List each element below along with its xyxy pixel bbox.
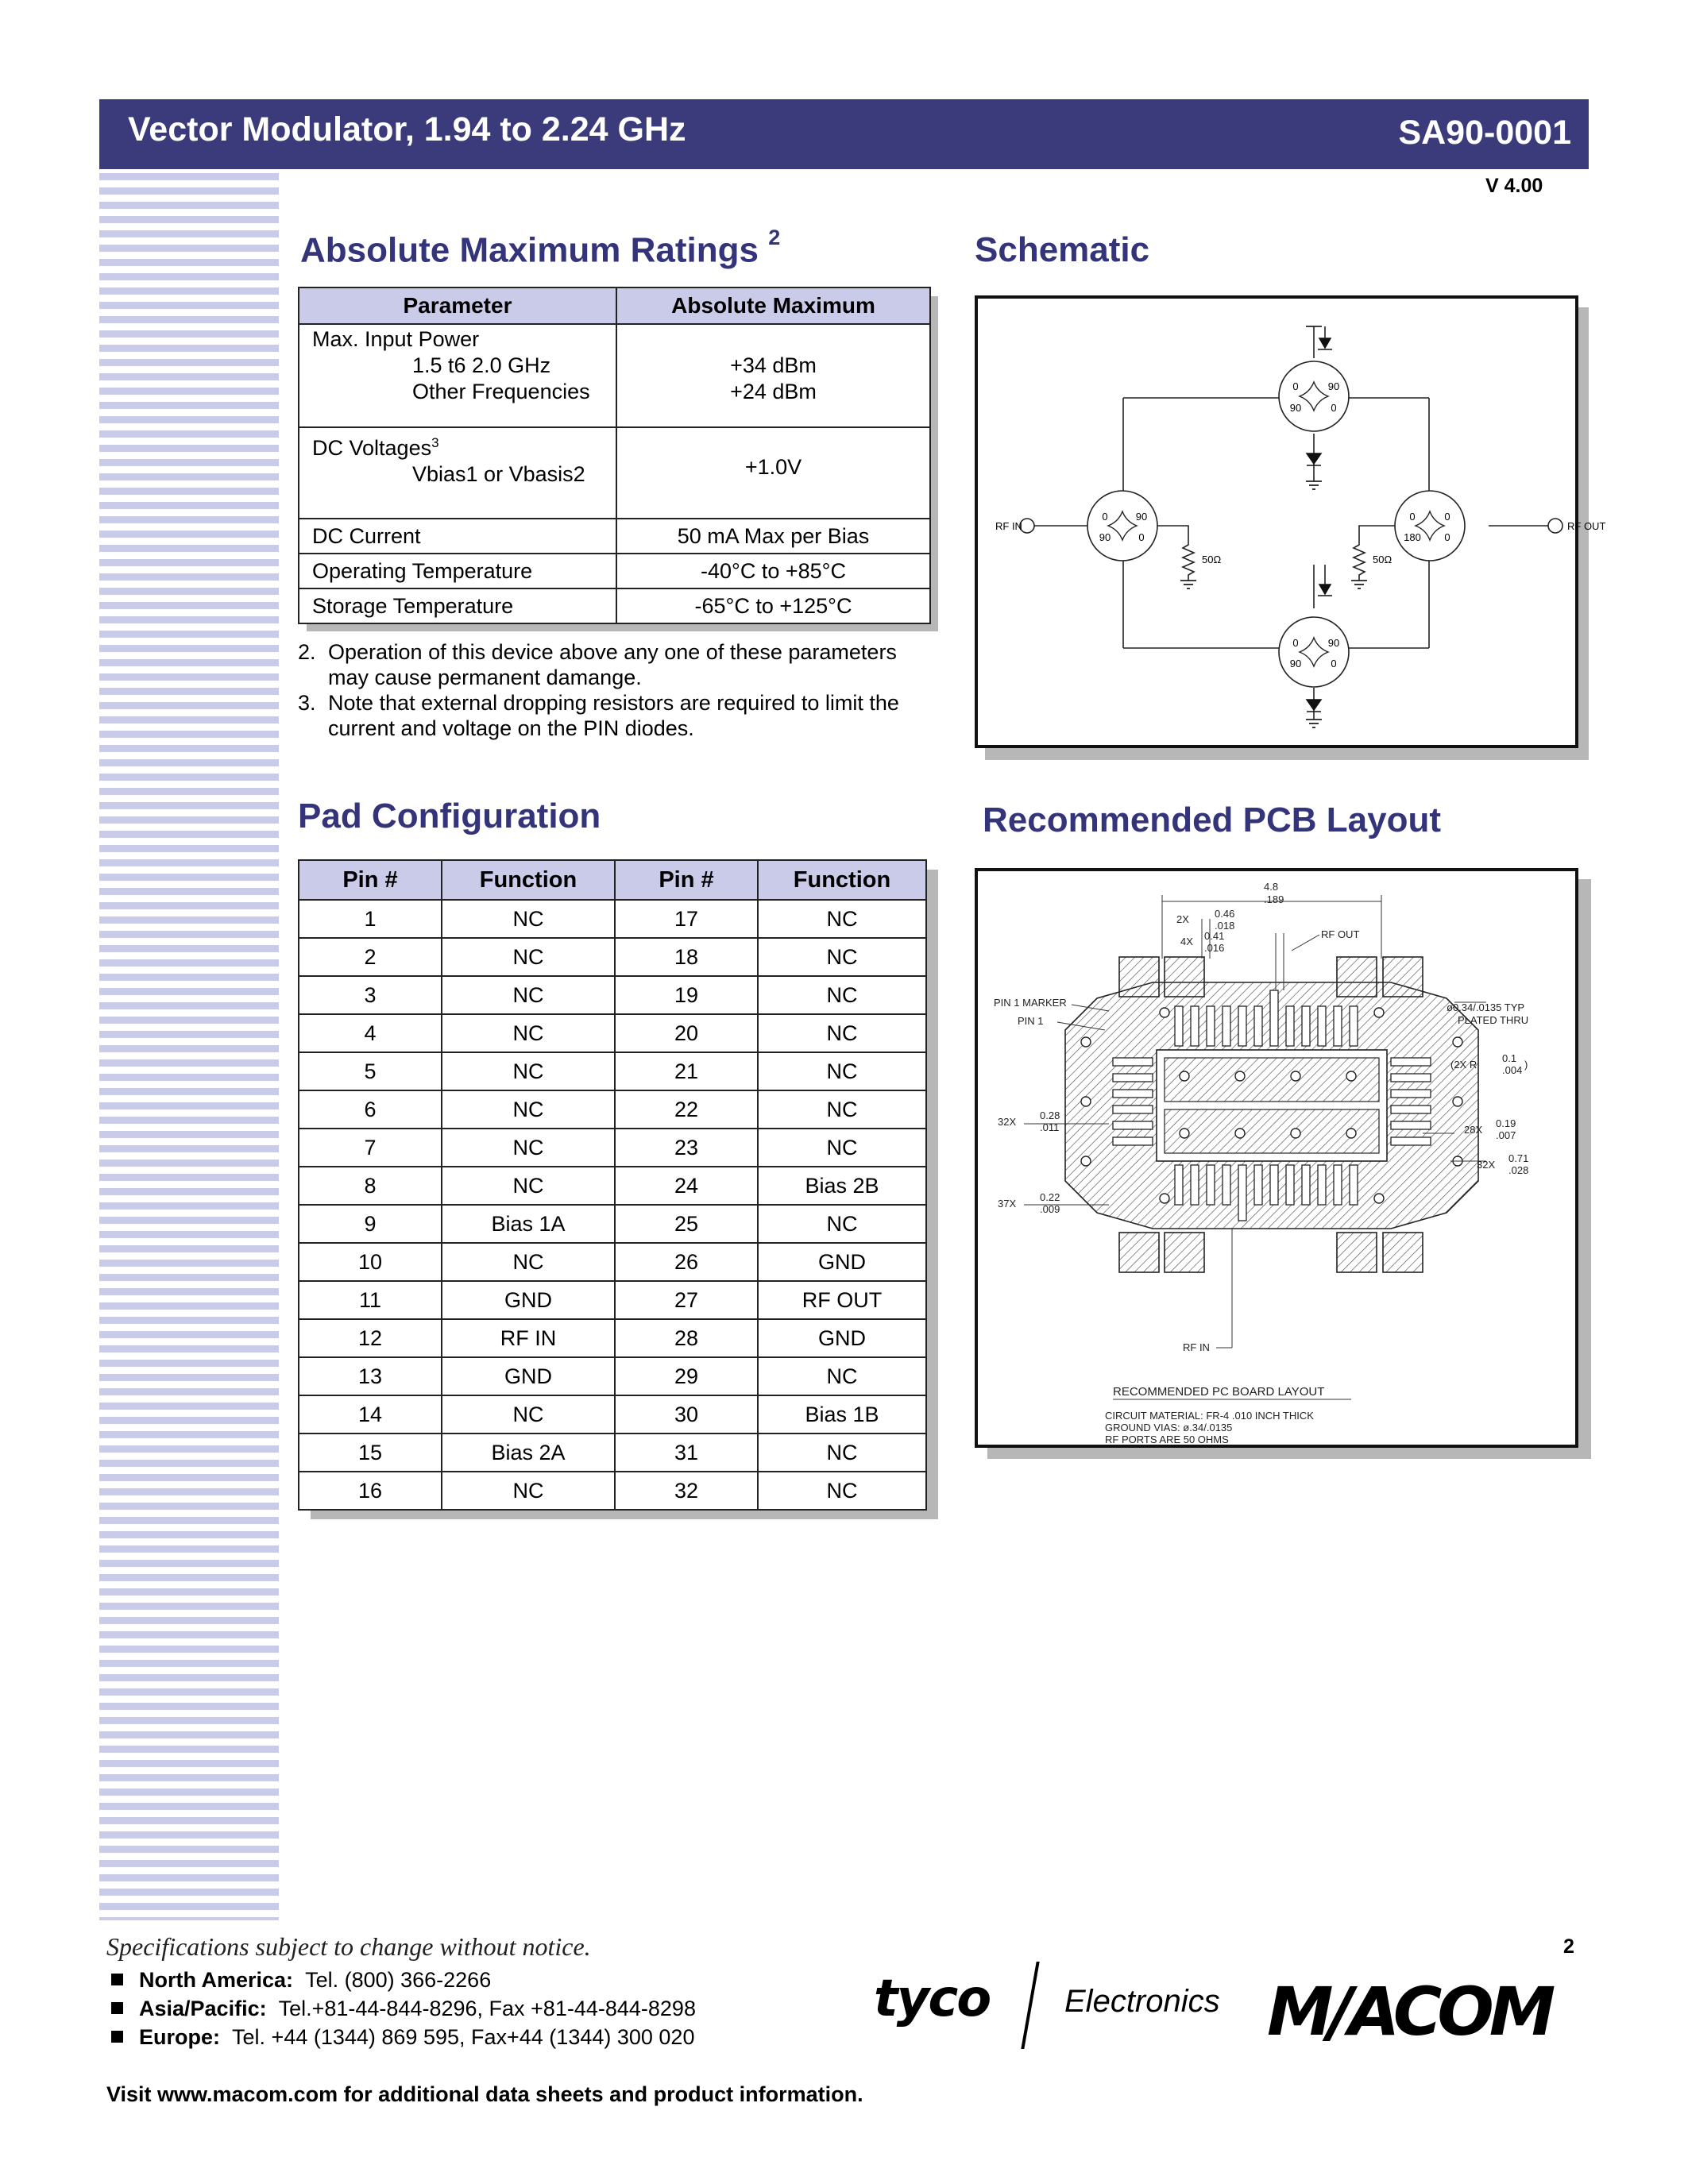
rating-param-label: Operating Temperature (299, 554, 616, 588)
svg-text:90: 90 (1135, 511, 1148, 523)
disclaimer: Specifications subject to change without notice. (106, 1932, 591, 1961)
part-number: SA90-0001 (1398, 114, 1571, 152)
pin-number-cell: 26 (615, 1243, 758, 1281)
pin-function-cell: NC (442, 1129, 615, 1167)
pin-function-cell: GND (442, 1357, 615, 1395)
pin-number-cell: 1 (299, 900, 442, 938)
svg-text:90: 90 (1289, 402, 1302, 414)
svg-text:4X: 4X (1180, 936, 1193, 947)
table-row (299, 1243, 926, 1281)
svg-text:0.71: 0.71 (1508, 1152, 1529, 1164)
table-row (299, 427, 930, 519)
pin-number-cell: 22 (615, 1090, 758, 1129)
svg-text:0: 0 (1292, 380, 1299, 392)
pin-number-cell: 24 (615, 1167, 758, 1205)
svg-text:0: 0 (1102, 511, 1108, 523)
svg-text:0: 0 (1409, 511, 1416, 523)
rating-value: -65°C to +125°C (616, 588, 930, 623)
svg-text:.009: .009 (1040, 1203, 1060, 1215)
coupler-right (1395, 491, 1465, 561)
pcb-rf-in-label: RF IN (1183, 1341, 1210, 1353)
table-row (299, 1472, 926, 1510)
pin-function-cell: NC (442, 900, 615, 938)
pads-title: Pad Configuration (298, 797, 601, 835)
svg-text:.028: .028 (1508, 1164, 1529, 1176)
pin-function-cell: NC (758, 1205, 926, 1243)
version-label: V 4.00 (1485, 175, 1543, 197)
pin-function-cell: NC (442, 1243, 615, 1281)
table-row (299, 1167, 926, 1205)
contact-asia-pacific: Asia/Pacific: Tel.+81-44-844-8296, Fax +81-44-844-8298 (111, 1997, 696, 2021)
pin-number-cell: 31 (615, 1433, 758, 1472)
pin-number-cell: 18 (615, 938, 758, 976)
decorative-stripes (99, 173, 279, 1920)
pin-number-cell: 23 (615, 1129, 758, 1167)
pin-function-cell: NC (758, 900, 926, 938)
pin-number-cell: 25 (615, 1205, 758, 1243)
pin-function-cell: NC (758, 1014, 926, 1052)
pads-col-header: Function (442, 860, 615, 900)
pin-number-cell: 3 (299, 976, 442, 1014)
pin-number-cell: 11 (299, 1281, 442, 1319)
svg-text:): ) (1524, 1059, 1528, 1071)
pin-function-cell: NC (442, 1090, 615, 1129)
pin-number-cell: 6 (299, 1090, 442, 1129)
svg-text:0.28: 0.28 (1040, 1109, 1060, 1121)
svg-text:2X: 2X (1176, 913, 1189, 925)
pin-function-cell: NC (758, 1433, 926, 1472)
pin-function-cell: NC (442, 1014, 615, 1052)
pcb-title: Recommended PCB Layout (983, 801, 1441, 839)
table-row (299, 938, 926, 976)
table-row (299, 1205, 926, 1243)
schematic-rf-in-label: RF IN (995, 520, 1022, 532)
svg-text:.018: .018 (1215, 920, 1235, 932)
pin-function-cell: NC (758, 1052, 926, 1090)
pin-number-cell: 7 (299, 1129, 442, 1167)
pin-function-cell: NC (758, 1090, 926, 1129)
svg-text:0.22: 0.22 (1040, 1191, 1060, 1203)
pin-number-cell: 2 (299, 938, 442, 976)
svg-text:90: 90 (1289, 658, 1302, 669)
pin-function-cell: GND (758, 1319, 926, 1357)
table-row (299, 1433, 926, 1472)
pcb-pin1-marker-label: PIN 1 MARKER (994, 997, 1067, 1009)
svg-text:0: 0 (1138, 531, 1145, 543)
svg-text:.016: .016 (1204, 942, 1225, 954)
svg-text:0: 0 (1444, 531, 1450, 543)
pcb-caption: RECOMMENDED PC BOARD LAYOUT (1113, 1385, 1325, 1399)
pin-number-cell: 8 (299, 1167, 442, 1205)
pcb-rf-out-label: RF OUT (1321, 928, 1360, 940)
pin-function-cell: Bias 1B (758, 1395, 926, 1433)
pin-number-cell: 28 (615, 1319, 758, 1357)
pads-col-header: Pin # (299, 860, 442, 900)
document-title: Vector Modulator, 1.94 to 2.24 GHz (128, 110, 686, 149)
pin-number-cell: 21 (615, 1052, 758, 1090)
rating-value: +24 dBm (730, 380, 817, 403)
pin-function-cell: NC (758, 1472, 926, 1510)
pad-configuration-table (298, 859, 927, 1511)
svg-text:32X: 32X (1477, 1159, 1496, 1171)
schematic-diagram (975, 295, 1606, 748)
table-row (299, 324, 930, 427)
pin-number-cell: 13 (299, 1357, 442, 1395)
rating-value: +1.0V (744, 455, 802, 479)
svg-text:(2X R: (2X R (1450, 1059, 1477, 1071)
ratings-table (298, 287, 931, 624)
pcb-layout-diagram (975, 868, 1578, 1448)
pin-number-cell: 5 (299, 1052, 442, 1090)
svg-text:28X: 28X (1464, 1124, 1483, 1136)
svg-text:.189: .189 (1264, 893, 1284, 905)
svg-text:PLATED THRU: PLATED THRU (1458, 1014, 1529, 1026)
rating-param-sub: Other Frequencies (412, 380, 590, 403)
pin-number-cell: 19 (615, 976, 758, 1014)
pcb-material: CIRCUIT MATERIAL: FR-4 .010 INCH THICK (1105, 1410, 1314, 1422)
pin-number-cell: 30 (615, 1395, 758, 1433)
svg-text:90: 90 (1327, 637, 1340, 649)
svg-text:.007: .007 (1496, 1129, 1516, 1141)
pin-number-cell: 15 (299, 1433, 442, 1472)
pin-function-cell: Bias 2B (758, 1167, 926, 1205)
rating-value: +34 dBm (730, 353, 817, 377)
svg-text:0: 0 (1444, 511, 1450, 523)
rating-value: -40°C to +85°C (616, 554, 930, 588)
svg-text:0: 0 (1292, 637, 1299, 649)
tyco-electronics-logo: tyco Electronics (874, 1962, 1239, 2049)
pin-function-cell: GND (758, 1243, 926, 1281)
rating-param-label: Max. Input Power (312, 327, 480, 351)
svg-text:.011: .011 (1040, 1121, 1060, 1133)
svg-text:M/ACOM: M/ACOM (1267, 1973, 1551, 2051)
rating-value: 50 mA Max per Bias (616, 519, 930, 554)
pin-function-cell: NC (758, 938, 926, 976)
ratings-col-parameter: Parameter (299, 287, 616, 324)
pin-function-cell: NC (442, 1472, 615, 1510)
pcb-vias-note: GROUND VIAS: ø.34/.0135 (1105, 1422, 1233, 1433)
pin-number-cell: 29 (615, 1357, 758, 1395)
pin-number-cell: 4 (299, 1014, 442, 1052)
svg-text:37X: 37X (998, 1198, 1017, 1210)
pin-function-cell: NC (442, 976, 615, 1014)
pin-function-cell: NC (442, 938, 615, 976)
rating-param-sub: 1.5 t6 2.0 GHz (412, 353, 551, 377)
coupler-left (1087, 491, 1157, 561)
pcb-pin1-label: PIN 1 (1018, 1015, 1044, 1027)
svg-text:0.1: 0.1 (1502, 1052, 1517, 1064)
ratings-notes (298, 639, 899, 741)
coupler-top (1279, 361, 1349, 431)
pin-number-cell: 9 (299, 1205, 442, 1243)
coupler-bottom (1279, 617, 1349, 687)
schematic-title: Schematic (975, 230, 1150, 269)
note-item: 2. Operation of this device above any one of these parameters may cause permanent damange. (298, 640, 897, 689)
svg-text:90: 90 (1099, 531, 1111, 543)
table-row (299, 1090, 926, 1129)
table-row (299, 554, 930, 588)
rating-param-sub: Vbias1 or Vbasis2 (412, 462, 585, 486)
table-row (299, 1281, 926, 1319)
macom-logo (1267, 1962, 1593, 2053)
table-row (299, 519, 930, 554)
svg-text:0: 0 (1331, 658, 1337, 669)
table-row (299, 1319, 926, 1357)
pin-function-cell: Bias 1A (442, 1205, 615, 1243)
table-row (299, 1395, 926, 1433)
table-row (299, 1129, 926, 1167)
pin-number-cell: 12 (299, 1319, 442, 1357)
table-row (299, 976, 926, 1014)
pin-function-cell: NC (442, 1395, 615, 1433)
table-row (299, 1357, 926, 1395)
svg-text:0: 0 (1331, 402, 1337, 414)
pad-rows (299, 900, 926, 1510)
svg-text:0.19: 0.19 (1496, 1117, 1516, 1129)
visit-website-note: Visit www.macom.com for additional data sheets and product information. (106, 2082, 863, 2106)
pin-number-cell: 14 (299, 1395, 442, 1433)
pin-function-cell: NC (442, 1052, 615, 1090)
contact-europe: Europe: Tel. +44 (1344) 869 595, Fax+44 (1344) 300 020 (111, 2025, 694, 2050)
table-row (299, 1014, 926, 1052)
pin-number-cell: 20 (615, 1014, 758, 1052)
pin-function-cell: NC (442, 1167, 615, 1205)
ratings-title: Absolute Maximum Ratings $^2$ (300, 226, 781, 270)
svg-text:4.8: 4.8 (1264, 881, 1279, 893)
svg-text:0.46: 0.46 (1215, 908, 1235, 920)
pin-number-cell: 16 (299, 1472, 442, 1510)
pads-col-header: Pin # (615, 860, 758, 900)
table-row (299, 900, 926, 938)
pcb-ports-note: RF PORTS ARE 50 OHMS (1105, 1433, 1229, 1445)
table-row (299, 588, 930, 623)
pin-function-cell: NC (758, 1129, 926, 1167)
rating-param-label: Storage Temperature (299, 588, 616, 623)
note-item: 3. Note that external dropping resistors are required to limit the current and voltage on the PIN diodes. (298, 691, 899, 740)
pin-function-cell: RF IN (442, 1319, 615, 1357)
pin-function-cell: RF OUT (758, 1281, 926, 1319)
rating-param-label: DC Voltages$^3$ (312, 435, 439, 460)
pin-function-cell: NC (758, 976, 926, 1014)
svg-text:.004: .004 (1502, 1064, 1523, 1076)
schematic-resistor-label: 50Ω (1202, 554, 1222, 565)
pin-number-cell: 27 (615, 1281, 758, 1319)
schematic-resistor-label: 50Ω (1373, 554, 1393, 565)
pads-col-header: Function (758, 860, 926, 900)
contact-north-america: North America: Tel. (800) 366-2266 (111, 1968, 491, 1993)
pcb-svg (978, 871, 1575, 1445)
ratings-col-maximum: Absolute Maximum (616, 287, 930, 324)
schematic-rf-out-label: RF OUT (1567, 520, 1606, 532)
svg-text:90: 90 (1327, 380, 1340, 392)
schematic-svg (978, 299, 1606, 745)
svg-text:180: 180 (1404, 531, 1421, 543)
pin-function-cell: Bias 2A (442, 1433, 615, 1472)
svg-text:32X: 32X (998, 1116, 1017, 1128)
svg-text:0.41: 0.41 (1204, 930, 1225, 942)
page-number: 2 (1563, 1935, 1574, 1958)
header-bar (99, 99, 1589, 169)
table-row (299, 1052, 926, 1090)
pin-function-cell: GND (442, 1281, 615, 1319)
pin-number-cell: 32 (615, 1472, 758, 1510)
pin-number-cell: 10 (299, 1243, 442, 1281)
pin-function-cell: NC (758, 1357, 926, 1395)
pin-number-cell: 17 (615, 900, 758, 938)
svg-text:ø0.34/.0135 TYP: ø0.34/.0135 TYP (1447, 1001, 1525, 1013)
rating-param-label: DC Current (299, 519, 616, 554)
